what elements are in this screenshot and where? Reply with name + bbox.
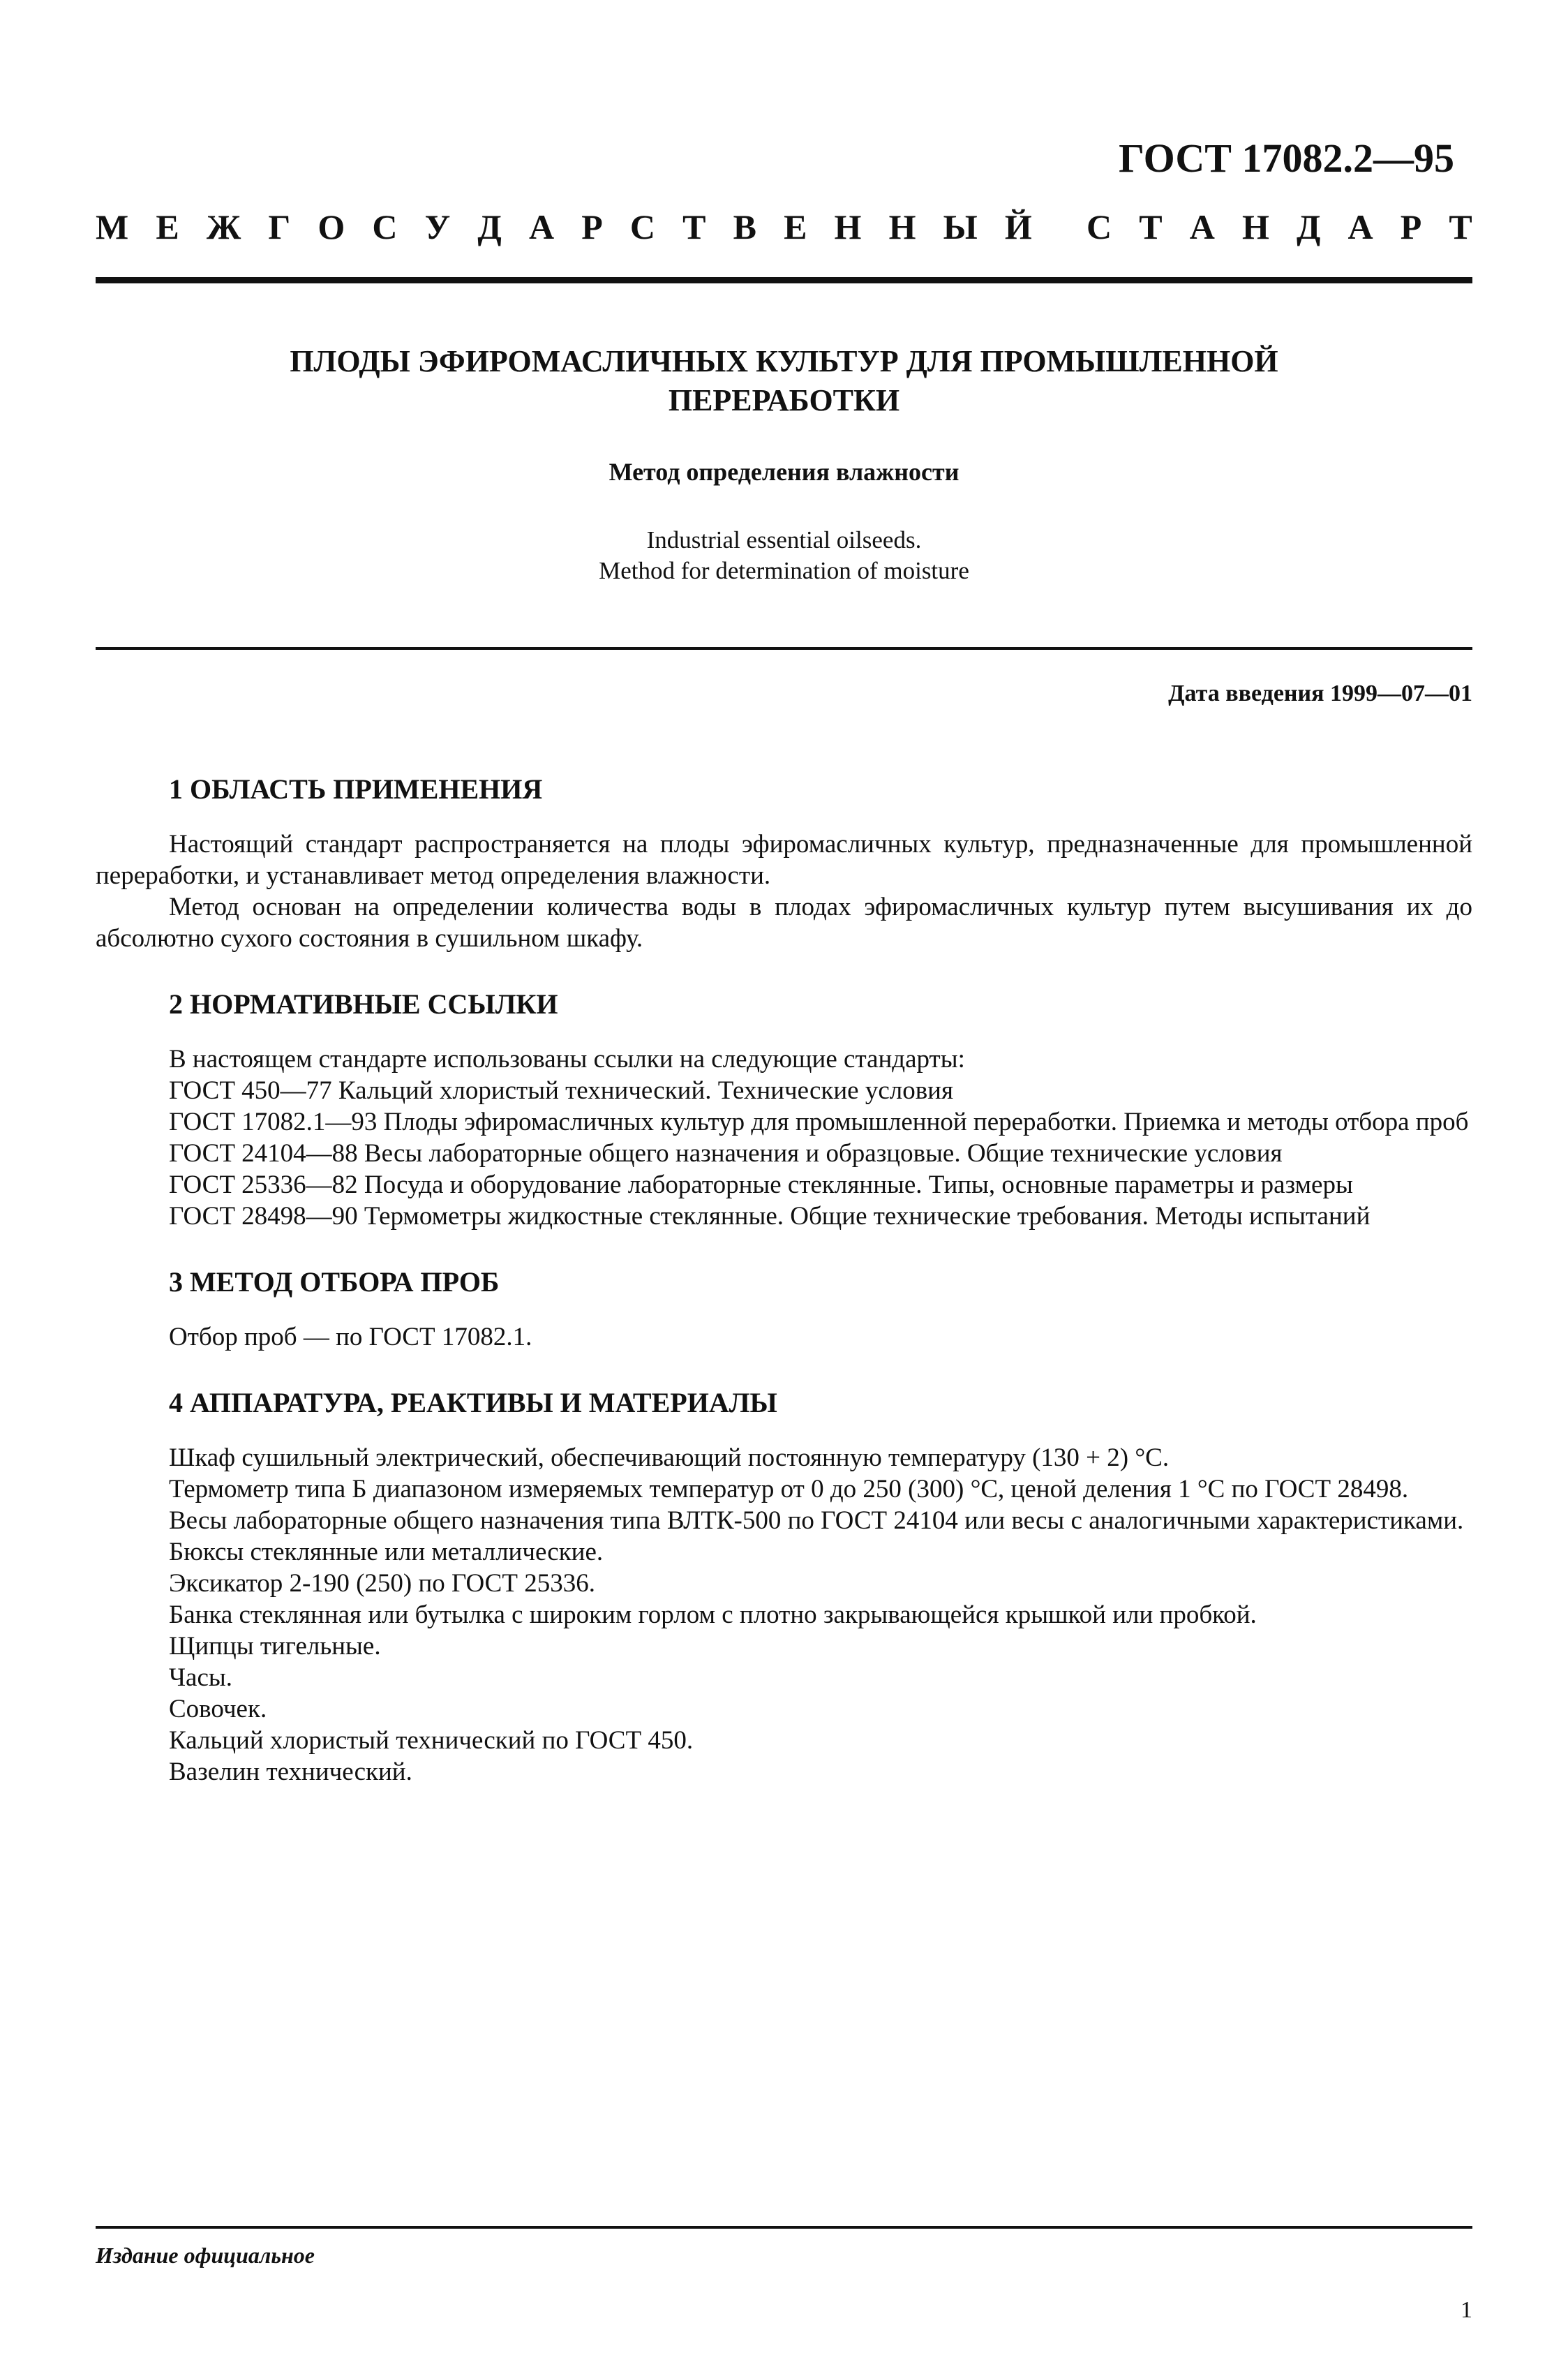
footer-divider — [96, 2226, 1472, 2229]
english-title — [140, 525, 1428, 586]
section-heading: 2 НОРМАТИВНЫЕ ССЫЛКИ — [169, 988, 558, 1020]
apparatus-item: Вазелин технический. — [169, 1758, 412, 1786]
title-line: ПЛОДЫ ЭФИРОМАСЛИЧНЫХ КУЛЬТУР ДЛЯ ПРОМЫШЛЕННОЙ — [290, 344, 1278, 378]
standard-type-letter: Н — [888, 207, 916, 246]
reference-item: ГОСТ 17082.1—93 Плоды эфиромасличных культур для промышленной переработки. Приемка и методы отбора проб — [169, 1108, 1469, 1136]
standard-type-letter: В — [733, 207, 756, 246]
section-paragraph: Отбор проб — по ГОСТ 17082.1. — [169, 1323, 532, 1351]
apparatus-item: Совочек. — [169, 1695, 267, 1723]
standard-type-letter: У — [424, 207, 451, 246]
standard-type-letter: Й — [1004, 207, 1032, 246]
section-apparatus — [96, 1385, 1472, 1788]
title-line: ПЕРЕРАБОТКИ — [668, 383, 900, 417]
introduction-date: Дата введения 1999—07—01 — [1168, 681, 1472, 706]
standard-type-letter: Р — [581, 207, 603, 246]
section-sampling-method — [96, 1264, 1472, 1353]
standard-type-letter: Т — [1449, 207, 1472, 246]
section-heading: 3 МЕТОД ОТБОРА ПРОБ — [169, 1266, 500, 1298]
english-title-line: Industrial essential oilseeds. — [646, 526, 922, 554]
section-paragraph: Метод основан на определении количества воды в плодах эфиромасличных культур путем высушивания их до абсолютно сухого состояния в сушильном шкафу. — [96, 893, 1472, 953]
document-number: ГОСТ 17082.2—95 — [1119, 135, 1454, 181]
apparatus-item: Шкаф сушильный электрический, обеспечивающий постоянную температуру (130 + 2) °С. — [169, 1443, 1170, 1472]
standard-type-letter: Т — [1139, 207, 1163, 246]
page-number: 1 — [1461, 2297, 1472, 2323]
reference-item: ГОСТ 450—77 Кальций хлористый технический. Технические условия — [169, 1076, 954, 1105]
standard-type-letter: С — [372, 207, 398, 246]
standard-type-letter: С — [1087, 207, 1112, 246]
standard-type-letter: М — [96, 207, 129, 246]
standard-type-letter: Н — [1241, 207, 1269, 246]
section-heading: 4 АППАРАТУРА, РЕАКТИВЫ И МАТЕРИАЛЫ — [169, 1387, 777, 1418]
standard-type-letter: Д — [1296, 207, 1321, 246]
section-scope — [96, 771, 1472, 954]
reference-item: ГОСТ 24104—88 Весы лабораторные общего назначения и образцовые. Общие технические условия — [169, 1139, 1283, 1168]
title-divider — [96, 647, 1472, 650]
apparatus-item: Бюксы стеклянные или металлические. — [169, 1538, 604, 1566]
standard-type-letter: О — [318, 207, 345, 246]
standard-type-letter: Н — [834, 207, 862, 246]
header-divider — [96, 277, 1472, 283]
standard-type-letter: Ж — [206, 207, 241, 246]
standard-type-letter: Т — [682, 207, 706, 246]
standard-type-letter: Г — [268, 207, 291, 246]
standard-type-letter: А — [1189, 207, 1215, 246]
apparatus-item: Часы. — [169, 1663, 233, 1692]
apparatus-item: Щипцы тигельные. — [169, 1632, 381, 1661]
standard-type-letter: Е — [156, 207, 179, 246]
standard-type-heading — [96, 209, 1472, 244]
document-title — [140, 342, 1428, 420]
standard-type-letter: Д — [477, 207, 502, 246]
apparatus-item: Весы лабораторные общего назначения типа ВЛТК-500 по ГОСТ 24104 или весы с аналогичными характеристиками. — [169, 1506, 1464, 1535]
standard-type-letter: Ы — [943, 207, 978, 246]
document-subtitle: Метод определения влажности — [608, 458, 960, 486]
apparatus-item: Эксикатор 2-190 (250) по ГОСТ 25336. — [169, 1569, 595, 1598]
standard-type-letter: С — [629, 207, 655, 246]
apparatus-item: Термометр типа Б диапазоном измеряемых температур от 0 до 250 (300) °С, ценой деления 1 °С по ГОСТ 28498. — [169, 1475, 1409, 1503]
section-paragraph: В настоящем стандарте использованы ссылки на следующие стандарты: — [169, 1045, 965, 1074]
section-heading: 1 ОБЛАСТЬ ПРИМЕНЕНИЯ — [169, 773, 543, 805]
standard-type-letter: Р — [1400, 207, 1422, 246]
standard-type-letter: Е — [784, 207, 807, 246]
document-body — [96, 771, 1472, 1788]
english-title-line: Method for determination of moisture — [599, 557, 969, 584]
official-edition-label: Издание официальное — [96, 2243, 315, 2268]
apparatus-item: Банка стеклянная или бутылка с широким горлом с плотно закрывающейся крышкой или пробкой. — [169, 1601, 1257, 1629]
standard-type-letter: А — [1347, 207, 1373, 246]
section-paragraph: Настоящий стандарт распространяется на плоды эфиромасличных культур, предназначенные для промышленной переработки, и устанавливает метод определения влажности. — [96, 830, 1472, 890]
reference-item: ГОСТ 25336—82 Посуда и оборудование лабораторные стеклянные. Типы, основные параметры и размеры — [169, 1171, 1353, 1199]
apparatus-item: Кальций хлористый технический по ГОСТ 450. — [169, 1726, 694, 1755]
section-normative-references — [96, 986, 1472, 1232]
standard-type-letter: А — [528, 207, 555, 246]
reference-item: ГОСТ 28498—90 Термометры жидкостные стеклянные. Общие технические требования. Методы испытаний — [169, 1202, 1371, 1231]
